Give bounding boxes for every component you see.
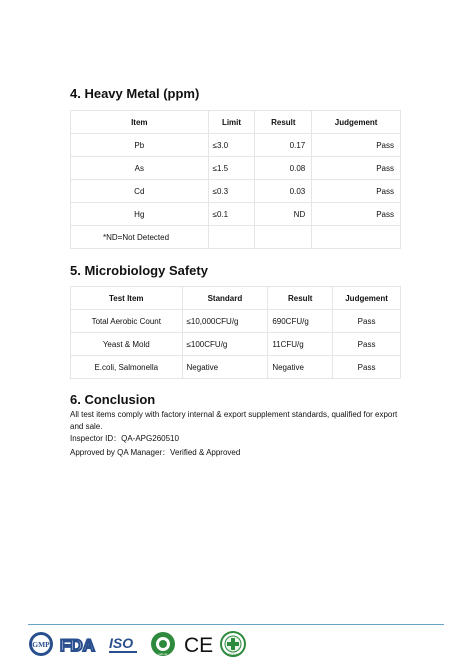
svg-text:GMP: GMP: [32, 640, 50, 649]
cell-item: Cd: [71, 180, 209, 203]
svg-text:ISO: ISO: [109, 635, 134, 651]
header-judgement: Judgement: [312, 111, 401, 134]
section-title-conclusion: 6. Conclusion: [70, 392, 156, 407]
cell-item: Hg: [71, 203, 209, 226]
svg-text:FDA: FDA: [60, 636, 95, 655]
cell-result: 0.03: [255, 180, 312, 203]
table-row: [71, 356, 401, 379]
svg-text:ORGANIC: ORGANIC: [226, 653, 240, 657]
cell-judgement: Pass: [333, 356, 401, 379]
cell-standard: Negative: [182, 356, 268, 379]
cell-result: 11CFU/g: [268, 333, 333, 356]
cell-judgement: Pass: [312, 157, 401, 180]
svg-text:HALAL: HALAL: [158, 652, 168, 656]
cell-result: 690CFU/g: [268, 310, 333, 333]
table-header-row: [71, 287, 401, 310]
microbiology-table: [70, 286, 401, 379]
table-row: [71, 180, 401, 203]
organic-logo: [220, 631, 246, 657]
cell-limit: ≤3.0: [208, 134, 255, 157]
empty-cell: [255, 226, 312, 249]
cell-result: 0.08: [255, 157, 312, 180]
cell-limit: ≤0.3: [208, 180, 255, 203]
svg-text:CE: CE: [184, 634, 214, 657]
header-standard: Standard: [182, 287, 268, 310]
approval-line: Approved by QA Manager：Verified & Approved: [70, 448, 241, 457]
table-header-row: [71, 111, 401, 134]
ce-logo: [184, 631, 216, 657]
cell-limit: ≤1.5: [208, 157, 255, 180]
cell-judgement: Pass: [333, 310, 401, 333]
header-limit: Limit: [208, 111, 255, 134]
empty-cell: [208, 226, 255, 249]
iso-logo: [108, 631, 140, 657]
cell-standard: ≤10,000CFU/g: [182, 310, 268, 333]
inspector-id: Inspector ID：QA-APG260510: [70, 434, 179, 443]
cell-test-item: Yeast & Mold: [71, 333, 183, 356]
header-judgement: Judgement: [333, 287, 401, 310]
table-row: [71, 310, 401, 333]
cell-item: Pb: [71, 134, 209, 157]
table-row: [71, 203, 401, 226]
section-title-microbiology: 5. Microbiology Safety: [70, 263, 208, 278]
table-note-row: [71, 226, 401, 249]
cell-result: ND: [255, 203, 312, 226]
cell-judgement: Pass: [312, 203, 401, 226]
cell-judgement: Pass: [333, 333, 401, 356]
header-test-item: Test Item: [71, 287, 183, 310]
cell-result: 0.17: [255, 134, 312, 157]
cell-test-item: Total Aerobic Count: [71, 310, 183, 333]
cell-test-item: E.coli, Salmonella: [71, 356, 183, 379]
footer-divider: [28, 624, 444, 625]
conclusion-text: All test items comply with factory internal & export supplement standards, qualified for export and sale.: [70, 410, 398, 431]
table-row: [71, 134, 401, 157]
cell-judgement: Pass: [312, 180, 401, 203]
section-title-heavy-metal: 4. Heavy Metal (ppm): [70, 86, 200, 101]
cell-item: As: [71, 157, 209, 180]
header-item: Item: [71, 111, 209, 134]
empty-cell: [312, 226, 401, 249]
gmp-logo: [28, 631, 54, 657]
not-detected-note: *ND=Not Detected: [71, 226, 209, 249]
heavy-metal-table: [70, 110, 401, 249]
header-result: Result: [268, 287, 333, 310]
table-row: [71, 157, 401, 180]
cell-result: Negative: [268, 356, 333, 379]
table-row: [71, 333, 401, 356]
halal-logo: [150, 631, 176, 657]
cell-limit: ≤0.1: [208, 203, 255, 226]
header-result: Result: [255, 111, 312, 134]
cell-standard: ≤100CFU/g: [182, 333, 268, 356]
cell-judgement: Pass: [312, 134, 401, 157]
fda-logo: [60, 631, 100, 657]
